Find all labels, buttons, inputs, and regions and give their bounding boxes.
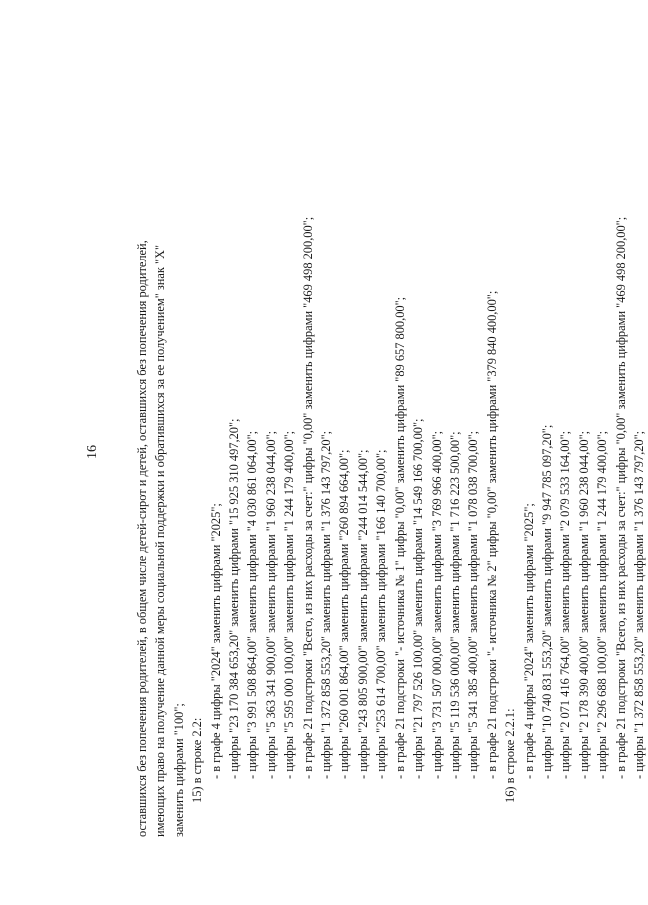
list-item: - цифры "5 595 000 100,00" заменить цифрами "1 244 179 400,00";	[282, 430, 297, 779]
list-item: - в графе 4 цифры "2024" заменить цифрами "2025";	[521, 503, 536, 779]
list-item: - в графе 21 подстроки "Всего, из них расходы за счет:" цифры "0,00" заменить цифрами "469 498 200,00";	[613, 216, 628, 779]
section-16-list	[520, 62, 648, 837]
list-item: - цифры "2 178 390 400,00" заменить цифрами "1 960 238 044,00";	[576, 430, 591, 779]
intro-line: имеющих право на получение данной меры социальной поддержки и обратившихся за ее получением" знак "X"	[153, 244, 168, 837]
list-item: - цифры "23 170 384 653,20" заменить цифрами "15 925 310 497,20";	[227, 418, 242, 779]
list-item: - цифры "21 797 526 100,00" заменить цифрами "14 549 166 700,00";	[411, 418, 426, 779]
list-item: - цифры "5 363 341 900,00" заменить цифрами "1 960 238 044,00";	[263, 430, 278, 779]
list-item: - цифры "1 372 858 553,20" заменить цифрами "1 376 143 797,20";	[631, 430, 646, 779]
list-item: - в графе 21 подстроки "- источника № 2" цифры "0,00" заменить цифрами "379 840 400,00";	[484, 290, 499, 779]
list-item: - цифры "3 731 507 000,00" заменить цифрами "3 769 966 400,00";	[429, 430, 444, 779]
section-15-list	[207, 62, 502, 837]
list-item: - цифры "10 740 831 553,20" заменить цифрами "9 947 785 097,20";	[539, 424, 554, 779]
body-text	[133, 62, 648, 837]
list-item: - цифры "2 296 688 100,00" заменить цифрами "1 244 179 400,00";	[595, 430, 610, 779]
rotated-content	[85, 57, 646, 847]
list-item: - в графе 21 подстроки "Всего, из них расходы за счет:" цифры "0,00" заменить цифрами "469 498 200,00";	[300, 216, 315, 779]
section-heading: 16) в строке 2.2.1:	[503, 708, 518, 803]
list-item: - цифры "1 372 858 553,20" заменить цифрами "1 376 143 797,20";	[319, 430, 334, 779]
list-item: - цифры "260 001 864,00" заменить цифрами "260 894 664,00";	[337, 449, 352, 779]
section-heading: 15) в строке 2.2:	[190, 717, 205, 803]
page-number: 16	[85, 445, 100, 459]
list-item: - в графе 21 подстроки "- источника № 1" цифры "0,00" заменить цифрами "89 657 800,00";	[392, 296, 407, 779]
list-item: - цифры "5 119 536 000,00" заменить цифрами "1 716 223 500,00";	[447, 431, 462, 779]
list-item: - цифры "243 805 900,00" заменить цифрами "244 014 544,00";	[355, 449, 370, 779]
list-item: - цифры "2 071 416 764,00" заменить цифрами "2 079 533 164,00";	[558, 430, 573, 779]
list-item: - в графе 4 цифры "2024" заменить цифрами "2025";	[208, 503, 223, 779]
list-item: - цифры "253 614 700,00" заменить цифрами "166 140 700,00";	[374, 449, 389, 779]
list-item: - цифры "3 991 508 864,00" заменить цифрами "4 030 861 064,00";	[245, 430, 260, 779]
intro-line: заменить цифрами "100";	[171, 703, 186, 837]
list-item: - цифры "5 341 385 400,00" заменить цифрами "1 078 038 700,00";	[466, 430, 481, 779]
intro-line: оставшихся без попечения родителей, в общем числе детей-сирот и детей, оставшихся без попечения родителей,	[135, 240, 149, 837]
